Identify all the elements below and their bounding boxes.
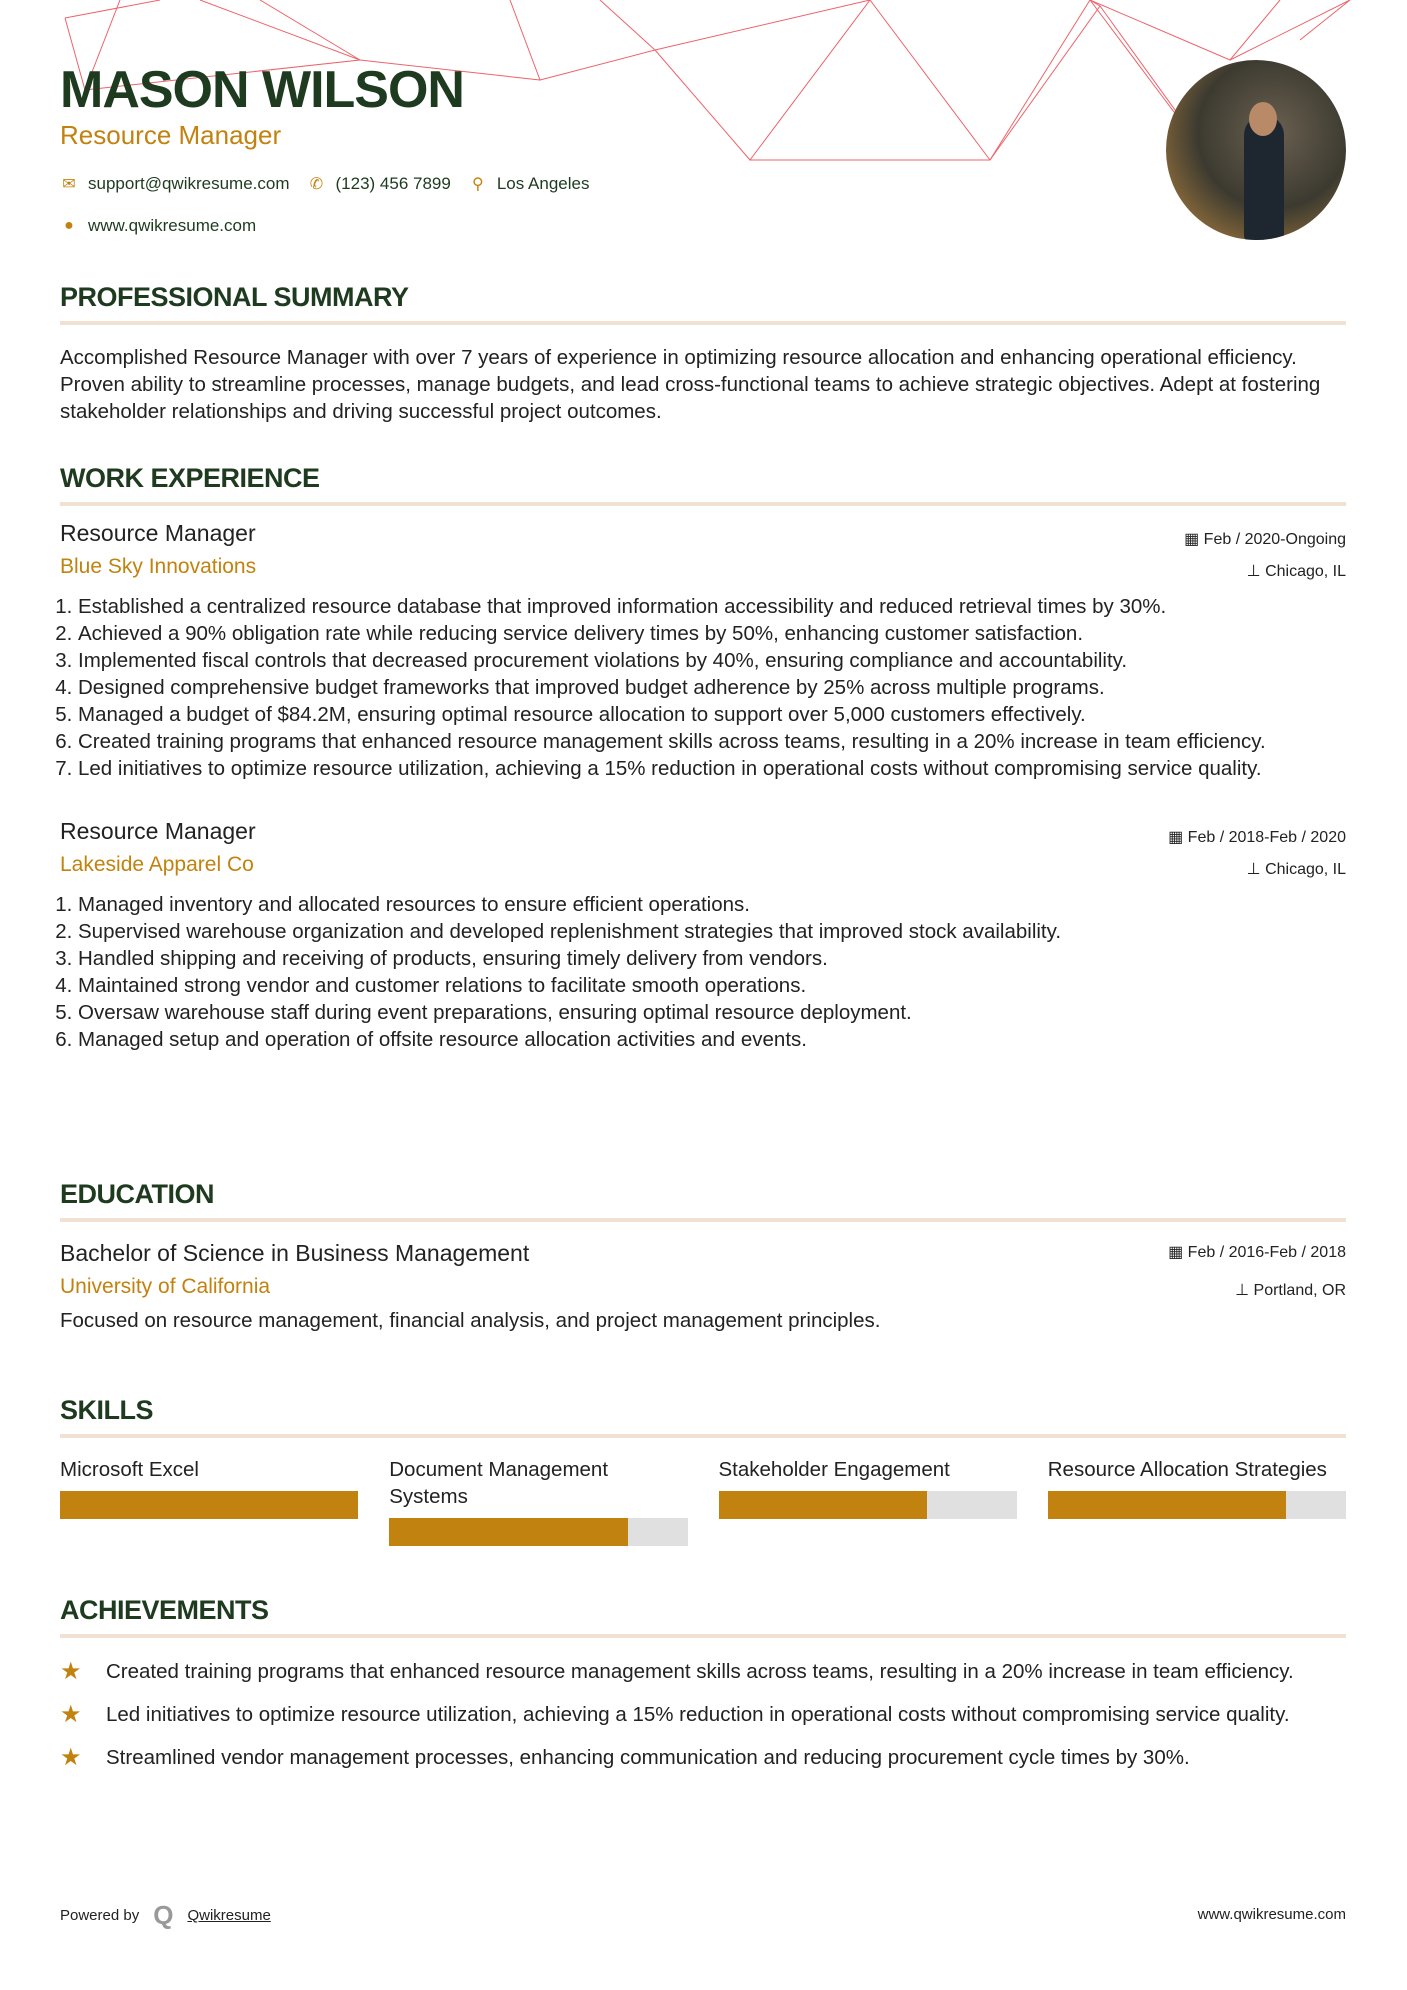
skill-item [389,1456,687,1546]
job-dates: Feb / 2020-Ongoing [1203,531,1346,548]
section-heading: ACHIEVEMENTS [60,1595,1346,1638]
list-item: 2. Achieved a 90% obligation rate while reducing service delivery times by 50%, enhancing customer satisfaction. [78,620,1346,647]
company-name: Lakeside Apparel Co [60,853,254,876]
list-item: 7. Led initiatives to optimize resource utilization, achieving a 15% reduction in operational costs without compromising service quality. [78,755,1346,782]
achievement-text: Created training programs that enhanced resource management skills across teams, resulting in a 20% increase in team efficiency. [106,1660,1294,1683]
school-name: University of California [60,1275,271,1298]
section-heading: SKILLS [60,1395,1346,1438]
email-link[interactable]: support@qwikresume.com [88,174,290,193]
skill-name: Document Management Systems [389,1458,609,1508]
achievement-item [60,1701,1346,1728]
list-item: 1. Established a centralized resource database that improved information accessibility and reduced retrieval times by 30%. [78,593,1346,620]
list-item: 4. Maintained strong vendor and customer relations to facilitate smooth operations. [78,972,1346,999]
summary-section [60,282,1346,425]
skill-item [60,1456,358,1546]
calendar-icon: ▦ [1184,531,1204,548]
job-entry [60,818,1346,1053]
list-item: 6. Created training programs that enhanced resource management skills across teams, resulting in a 20% increase in team efficiency. [78,728,1346,755]
calendar-icon: ▦ [1168,1244,1188,1261]
qwikresume-logo-icon: Q [153,1900,174,1930]
list-item: 5. Oversaw warehouse staff during event preparations, ensuring optimal resource deployment. [78,999,1346,1026]
list-item: 1. Managed inventory and allocated resources to ensure efficient operations. [78,891,1346,918]
edu-dates: Feb / 2016-Feb / 2018 [1187,1244,1346,1261]
candidate-name: MASON WILSON [60,61,464,119]
list-item: 5. Managed a budget of $84.2M, ensuring optimal resource allocation to support over 5,000 customers effectively. [78,701,1346,728]
achievement-item [60,1658,1346,1685]
job-location: Chicago, IL [1265,563,1346,580]
job-bullets [60,891,1346,1053]
contact-row [60,174,589,194]
achievement-text: Led initiatives to optimize resource utilization, achieving a 15% reduction in operational costs without compromising service quality. [106,1703,1290,1726]
star-icon: ★ [60,1701,82,1728]
list-item: 4. Designed comprehensive budget frameworks that improved budget adherence by 25% across multiple programs. [78,674,1346,701]
skill-level-bar [719,1491,1017,1519]
achievements-section [60,1595,1346,1771]
pin-icon: ⊥ [1235,1282,1254,1299]
edu-location: Portland, OR [1253,1282,1346,1299]
education-entry [60,1240,1346,1334]
list-item: 6. Managed setup and operation of offsite resource allocation activities and events. [78,1026,1346,1053]
website-link[interactable]: www.qwikresume.com [88,216,257,235]
job-title: Resource Manager [60,818,256,844]
skills-section [60,1395,1346,1546]
list-item: 3. Handled shipping and receiving of products, ensuring timely delivery from vendors. [78,945,1346,972]
skill-level-fill [719,1491,928,1519]
section-heading: PROFESSIONAL SUMMARY [60,282,1346,325]
website-row [60,216,256,236]
footer-left [60,1900,271,1931]
phone-icon: ✆ [309,176,324,193]
phone-text: (123) 456 7899 [335,174,451,193]
edu-description: Focused on resource management, financial analysis, and project management principles. [60,1309,881,1332]
skill-level-fill [1048,1491,1287,1519]
job-title: Resource Manager [60,520,256,546]
summary-text: Accomplished Resource Manager with over 7 years of experience in optimizing resource allocation and enhancing operational efficiency. Proven ability to streamline processes, manage budgets, and lead cross-functional teams to achieve strategic objectives. Adept at fostering stakeholder relationships and driving successful project outcomes. [60,346,1321,423]
location-text: Los Angeles [496,174,590,193]
skill-level-bar [60,1491,358,1519]
job-entry [60,520,1346,782]
skill-name: Microsoft Excel [60,1458,199,1481]
experience-section [60,463,1346,1053]
skill-level-fill [60,1491,358,1519]
list-item: 3. Implemented fiscal controls that decreased procurement violations by 40%, ensuring compliance and accountability. [78,647,1346,674]
skill-level-bar [389,1518,687,1546]
calendar-icon: ▦ [1168,829,1188,846]
pin-icon: ⊥ [1246,563,1266,580]
powered-by-label: Powered by [60,1907,140,1924]
brand-link[interactable]: Qwikresume [187,1907,271,1924]
degree: Bachelor of Science in Business Management [60,1240,530,1266]
skill-item [1048,1456,1346,1546]
pin-icon: ⊥ [1246,861,1266,878]
education-section [60,1179,1346,1334]
map-pin-icon: ⚲ [471,176,484,193]
achievement-text: Streamlined vendor management processes, enhancing communication and reducing procurement cycle times by 30%. [106,1746,1190,1769]
company-name: Blue Sky Innovations [60,555,257,578]
candidate-title: Resource Manager [60,120,282,150]
star-icon: ★ [60,1658,82,1685]
footer-website[interactable]: www.qwikresume.com [1197,1906,1346,1923]
envelope-icon: ✉ [62,176,76,193]
job-bullets [60,593,1346,782]
skill-level-bar [1048,1491,1346,1519]
list-item: 2. Supervised warehouse organization and developed replenishment strategies that improved stock availability. [78,918,1346,945]
skill-name: Resource Allocation Strategies [1047,1458,1327,1481]
skill-item [719,1456,1017,1546]
job-dates: Feb / 2018-Feb / 2020 [1187,829,1346,846]
job-location: Chicago, IL [1265,861,1346,878]
section-heading: EDUCATION [60,1179,1346,1222]
star-icon: ★ [60,1744,82,1771]
skill-name: Stakeholder Engagement [718,1458,950,1481]
section-heading: WORK EXPERIENCE [60,463,1346,506]
globe-icon: ● [64,217,74,234]
profile-photo [1166,60,1346,240]
skill-level-fill [389,1518,628,1546]
achievement-item [60,1744,1346,1771]
